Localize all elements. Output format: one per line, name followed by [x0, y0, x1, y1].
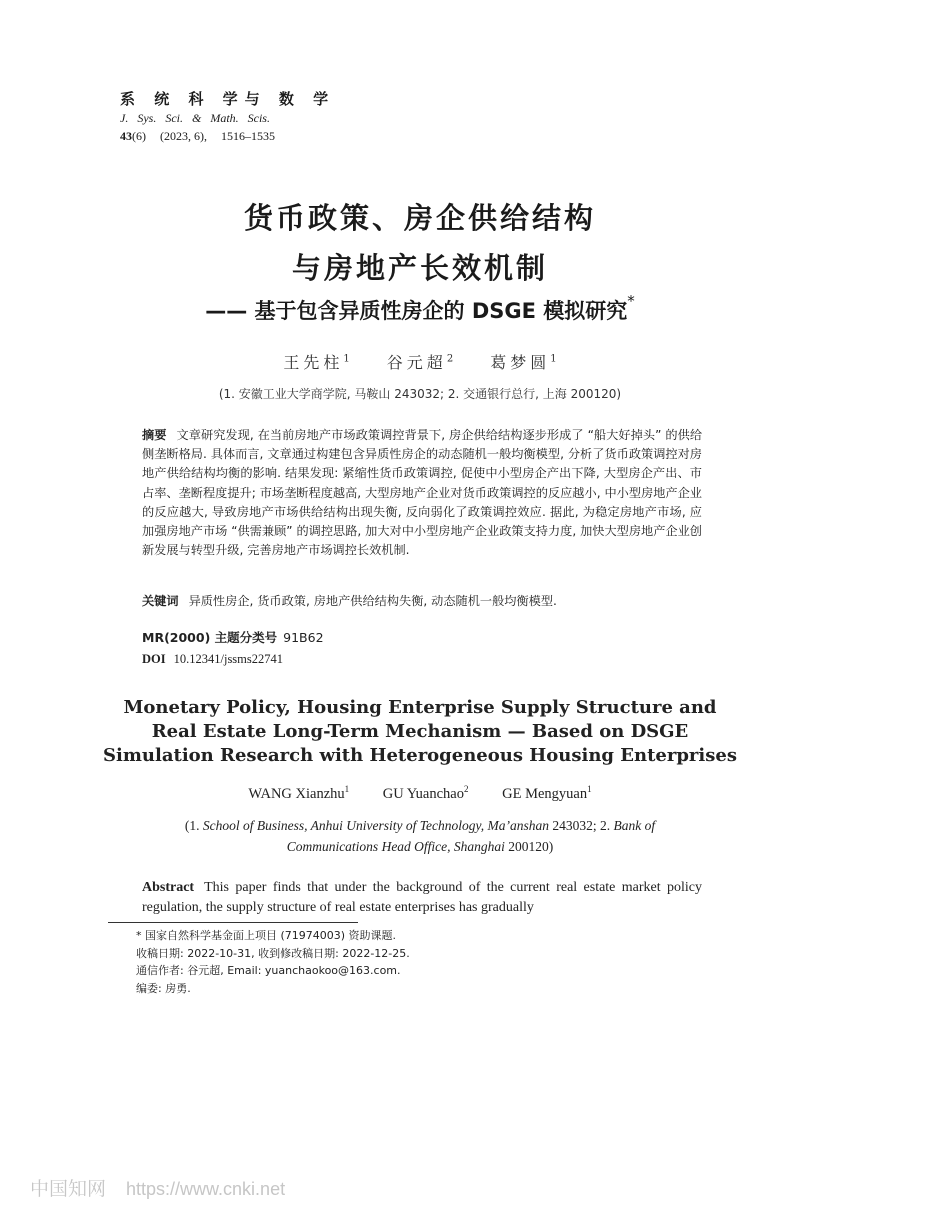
- journal-pages: 1516–1535: [221, 129, 275, 143]
- footnote-editor: 编委: 房勇.: [136, 981, 191, 995]
- abstract-en: [142, 878, 702, 918]
- title-cn-line2: 与房地产长效机制: [291, 251, 548, 285]
- affiliation-en-1: School of Business, Anhui University of Technology, Ma’anshan: [202, 818, 549, 833]
- author-cn: 葛梦圆$^1$: [490, 353, 557, 372]
- journal-date: (2023, 6),: [160, 129, 207, 143]
- title-en: Monetary Policy, Housing Enterprise Supply Structure and Real Estate Long-Term Mechanism — Based on DSGE Simulation Research with Heterogeneous Housing Enterprises: [103, 697, 737, 766]
- footnotes: [136, 927, 410, 997]
- doi-value: 10.12341/jssms22741: [173, 652, 284, 666]
- author-en: WANG Xianzhu$^1$: [248, 784, 350, 802]
- journal-name-en: J. Sys. Sci. & Math. Scis.: [120, 111, 270, 125]
- author-en: GU Yuanchao$^2$: [382, 784, 469, 802]
- footnote-funding: * 国家自然科学基金面上项目 (71974003) 资助课题.: [136, 929, 397, 942]
- footnote-divider: [108, 922, 358, 923]
- footnote-correspondence: 通信作者: 谷元超, Email: yuanchaokoo@163.com.: [136, 964, 401, 978]
- subtitle-cn: [0, 292, 840, 325]
- msc-label: MR(2000) 主题分类号: [142, 630, 278, 645]
- cnki-watermark: [30, 1174, 285, 1201]
- keywords-cn-label: 关键词: [142, 594, 179, 608]
- abstract-cn: [142, 426, 702, 560]
- watermark-brand: 中国知网: [30, 1178, 107, 1200]
- author-cn: 谷元超$^2$: [386, 353, 454, 372]
- journal-name-cn: 系 统 科 学与 数 学: [120, 90, 336, 108]
- journal-volume-line: [120, 129, 275, 144]
- watermark-url: https://www.cnki.net: [126, 1179, 286, 1199]
- abstract-en-label: Abstract: [142, 880, 195, 895]
- abstract-cn-label: 摘要: [142, 428, 167, 442]
- abstract-cn-text: 文章研究发现, 在当前房地产市场政策调控背景下, 房企供给结构逐步形成了 “船大好掉头” 的供给侧垄断格局. 具体而言, 文章通过构建包含异质性房企的动态随机一般均衡模型, 分析了货币政策调控对房地产供给结构均衡的影响. 结果发现: 紧缩性货币政策调控, 促使中小型房企产出下降, 大型房企产出、市占率、垄断程度提升; 市场垄断程度越高, 大型房地产企业对货币政策调控的反应越小, 中小型房地产企业的反应越大, 导致房地产市场供给结构出现失衡, 反向弱化了政策调控效应. 据此, 为稳定房地产市场, 应加强房地产市场 “供需兼顾” 的调控思路, 加大对中小型房地产企业政策支持力度, 加快大型房地产企业创新发展与转型升级, 完善房地产市场调控长效机制.: [142, 428, 703, 558]
- affiliation-en-2: Bank of Communications Head Office, Shanghai: [286, 818, 656, 854]
- author-cn: 王先柱$^1$: [283, 353, 350, 372]
- author-en: GE Mengyuan$^1$: [502, 784, 592, 802]
- title-cn-line1: 货币政策、房企供给结构: [243, 201, 596, 235]
- keywords-cn: [142, 592, 702, 609]
- keywords-cn-text: 异质性房企, 货币政策, 房地产供给结构失衡, 动态随机一般均衡模型.: [188, 594, 557, 608]
- affiliations-cn: (1. 安徽工业大学商学院, 马鞍山 243032; 2. 交通银行总行, 上海 200120): [218, 387, 622, 401]
- abstract-en-text: This paper finds that under the background of the current real estate market policy regulation, the supply structure of real estate enterprises has gradually: [142, 880, 702, 915]
- authors-cn: [0, 350, 840, 373]
- msc-classification: [142, 628, 324, 646]
- authors-en: [0, 784, 840, 803]
- affiliations-en: (1. School of Business, Anhui University of Technology, Ma’anshan 243032; 2. Bank of Communications Head Office, Shanghai 200120): [184, 818, 656, 854]
- footnote-dates: 收稿日期: 2022-10-31, 收到修改稿日期: 2022-12-25.: [136, 946, 410, 960]
- funding-footnote-mark: *: [627, 292, 635, 310]
- journal-volume: 43: [120, 129, 132, 143]
- msc-value: 91B62: [283, 630, 324, 645]
- doi-label: DOI: [142, 652, 166, 666]
- journal-issue: (6): [132, 129, 146, 143]
- subtitle-cn-text: —— 基于包含异质性房企的 DSGE 模拟研究: [205, 299, 628, 323]
- doi: [142, 652, 283, 667]
